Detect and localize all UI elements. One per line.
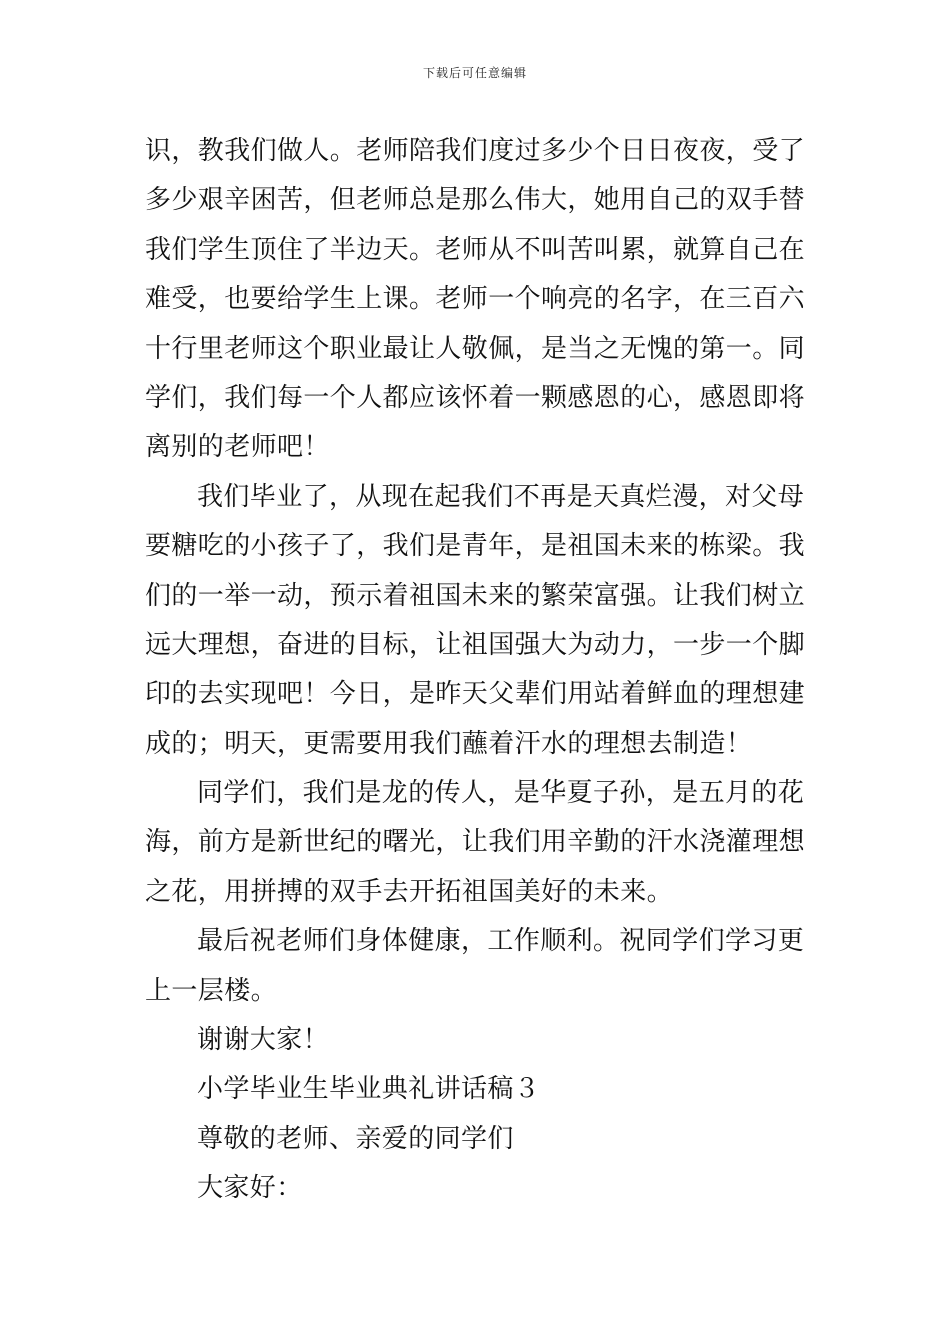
paragraph-start-line: 同学们，我们是龙的传人，是华夏子孙，是五月的花 (197, 778, 805, 809)
text-line: 远大理想，奋进的目标，让祖国强大为动力，一步一个脚 (145, 629, 806, 660)
text-line: 学们，我们每一个人都应该怀着一颗感恩的心，感恩即将 (145, 382, 806, 413)
closing-thanks: 谢谢大家！ (197, 1025, 330, 1056)
text-line: 难受，也要给学生上课。老师一个响亮的名字，在三百六 (145, 284, 806, 315)
document-body (145, 127, 805, 1214)
text-line: 们的一举一动，预示着祖国未来的繁荣富强。让我们树立 (145, 580, 806, 611)
text-line: 我们学生顶住了半边天。老师从不叫苦叫累，就算自己在 (145, 234, 806, 265)
greeting: 大家好： (197, 1173, 303, 1204)
text-line: 成的；明天，更需要用我们蘸着汗水的理想去制造！ (145, 728, 753, 759)
text-line: 上一层楼。 (145, 975, 278, 1006)
paragraph-start-line: 最后祝老师们身体健康，工作顺利。祝同学们学习更 (197, 926, 805, 957)
text-line: 识，教我们做人。老师陪我们度过多少个日日夜夜，受了 (145, 136, 806, 166)
section-title: 小学毕业生毕业典礼讲话稿３ (197, 1074, 541, 1105)
text-line: 十行里老师这个职业最让人敬佩，是当之无愧的第一。同 (145, 333, 806, 364)
paragraph-start-line: 我们毕业了，从现在起我们不再是天真烂漫，对父母 (197, 481, 805, 512)
text-line: 海，前方是新世纪的曙光，让我们用辛勤的汗水浇灌理想 (145, 827, 806, 858)
text-line: 多少艰辛困苦，但老师总是那么伟大，她用自己的双手替 (145, 185, 806, 216)
text-line: 要糖吃的小孩子了，我们是青年，是祖国未来的栋梁。我 (145, 531, 806, 562)
text-line: 离别的老师吧！ (145, 432, 330, 463)
text-line: 之花，用拼搏的双手去开拓祖国美好的未来。 (145, 876, 674, 907)
salutation: 尊敬的老师、亲爱的同学们 (197, 1123, 514, 1154)
text-line: 印的去实现吧！今日，是昨天父辈们用站着鲜血的理想建 (145, 679, 806, 710)
page-header-note: 下载后可任意编辑 (422, 66, 527, 80)
